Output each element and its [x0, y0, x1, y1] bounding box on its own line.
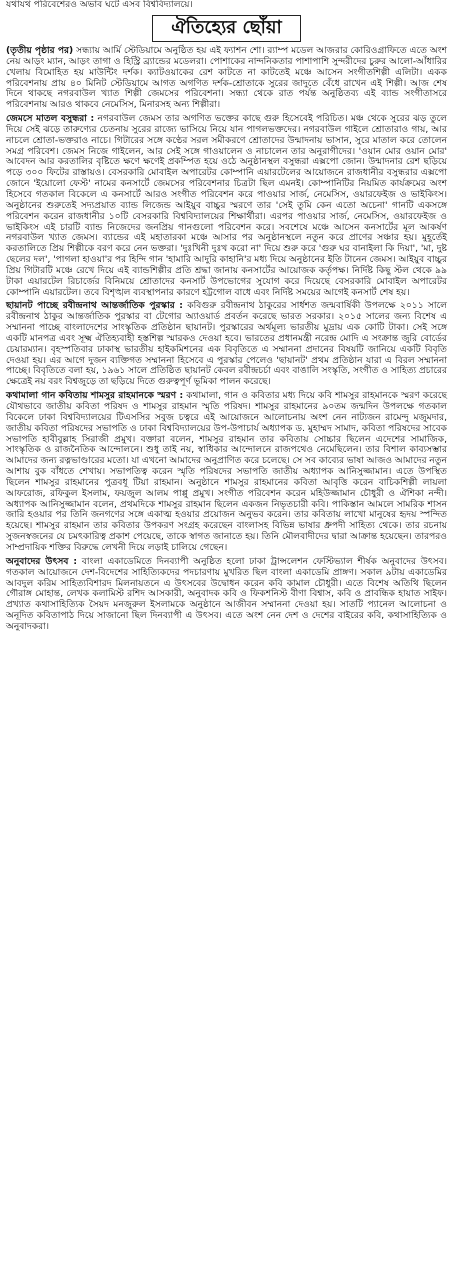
headline-row	[6, 15, 447, 42]
paragraph-shamsur-rahman	[6, 391, 447, 554]
paragraph-chhayanaut-award	[6, 301, 447, 388]
paragraph-fashion-show	[6, 46, 447, 111]
article-title: ঐতিহ্যের ছোঁয়া	[152, 15, 300, 42]
paragraph-text: সন্ধ্যায় আর্মি স্টেডিয়ামে অনুষ্ঠিত হয় এই ফ্যাশন শো। র‌্যাম্প মডেল আজরার কোরিওগ্রাফিতে এতে অংশ নেয় আড়ং ম্যান, আড়ং তাগা ও হিস্ট্রি ব্র্যান্ডের মডেলরা। পোশাকের নান্দনিকতার পাশাপাশি সুন্দরীদের চুরুর আলো-আঁধারির খেলায় বিমোহিত হয় মাউন্টিং দর্শক। ক্যাটওয়াকের রেশ কাটতে না কাটতেই মঞ্চে আসেন সংগীতশিল্পী এলিটা। একক পরিবেশনায় প্রায় ৪০ মিনিট স্টেডিয়ামে আগত অগণিত দর্শক-শ্রোতাকে সুরের জাদুতে বেঁধে রাখেন এই শিল্পী। আজ শেষ দিনে থাকছে নগরবাউল খ্যাত শিল্পী জেমসের পরিবেশনা। সন্ধ্যা থেকে রাত পর্যন্ত অনুষ্ঠিতব্য এই ব্যান্ড সংগীতাসরে পরিবেশনায় আরও থাকবে নেমেসিস, মিনারসহ অন্য শিল্পীরা।	[6, 46, 448, 111]
section-heading: কথামালা গান কবিতায় শামসুর রাহমানকে স্মরণ :	[6, 391, 184, 402]
paragraph-text: কথামালা, গান ও কবিতার মধ্য দিয়ে কবি শামসুর রাহমানকে স্মরণ করেছে যৌথভাবে জাতীয় কবিতা পরিষদ ও শামসুর রাহমান স্মৃতি পরিষদ। শামসুর রাহমানের ৯০তম জন্মদিন উপলক্ষে গতকাল বিকেলে ঢাকা বিশ্ববিদ্যালয়ের টিএসসির সবুজ চত্বরে এই আয়োজনে আলোচনায় অংশ নেন নাট্যজন রামেন্দু মজুমদার, জাতীয় কবিতা পরিষদের সভাপতি ও ঢাকা বিশ্ববিদ্যালয়ের উপ-উপাচার্য অধ্যাপক ড. মুহাম্মদ সামাদ, কবিতা পরিষদের সাবেক সভাপতি হাবীবুল্লাহ সিরাজী প্রমুখ। বক্তারা বলেন, শামসুর রাহমান তার কবিতায় সোচ্চার ছিলেন এদেশের সামাজিক, সাংস্কৃতিক ও রাজনৈতিক আন্দোলনে। শুধু তাই নয়, স্বাধিকার আন্দোলনে রাজপথেও নেমেছিলেন। তার বিশাল কাব্যসম্ভার আমাদের জন্য রত্নভাণ্ডারের মতো। যা এখনো আমাদের অনুপ্রাণিত করে চলেছে। সে সব কাব্যের ভাষা আজও আমাদের নতুন আশায় বুক বাঁধতে শেখায়। সভাপতিত্ব করেন স্মৃতি পরিষদের সভাপতি জাতীয় অধ্যাপক আনিসুজ্জামান। এতে উপস্থিত ছিলেন শামসুর রাহমানের পুত্রবধূ টিয়া রাহমান। অনুষ্ঠানে শামসুর রাহমানের কবিতা আবৃত্তি করেন বাচিকশিল্পী লায়লা আফরোজ, রফিকুল ইসলাম, ফয়জুল আলম পাপ্পু প্রমুখ। সংগীত পরিবেশন করেন মহিউজ্জামান চৌধুরী ও ঐশিকা নন্দী। অধ্যাপক আনিসুজ্জামান বলেন, প্রথমদিকে শামসুর রাহমান ছিলেন একজন নিভৃতচারী কবি। পাকিস্তান আমলে সামরিক শাসন জারি হওয়ার পর তিনি জনগণের সঙ্গে একাত্ম হওয়ার প্রয়োজন অনুভব করেন। তার কবিতায় লাখো মানুষের হৃদয় স্পন্দিত হয়েছে। শামসুর রাহমান তার কবিতার উপকরণ সংগ্রহ করেছেন বাংলাসহ বিভিন্ন ভাষার ধ্রুপদী সাহিত্য থেকে। তার রচনায় সুজনস্বজনের যে চমৎকারিত্ব প্রকাশ পেয়েছে, তাকে স্বাগত জানাতে হয়। তিনি মৌলবাদীদের দ্বারা আক্রান্ত হয়েছেন। তারপরও সাম্প্রদায়িক শক্তির বিরুদ্ধে লেখনী দিয়ে লড়াই চালিয়ে গেছেন।	[6, 391, 447, 553]
section-heading: জেমসে মাতল বসুন্ধরা :	[6, 114, 95, 125]
continued-text-line: যথাযথ পরিবেশেরও অভাব ঘটে এসব বিশ্ববিদ্যালয়ে।	[6, 0, 193, 10]
section-heading: অনুবাদের উৎসব :	[6, 556, 78, 567]
paragraph-text: কবিগুরু রবীন্দ্রনাথ ঠাকুরের সার্ধশত জন্মবার্ষিকী উপলক্ষে ২০১১ সালে রবীন্দ্রনাথ ঠাকুর আন্তর্জাতিক পুরস্কার বা টেগোর অ্যাওয়ার্ড প্রবর্তন করেছে ভারত সরকার। ২০১৫ সালের জন্য বিশেষ এ সম্মাননা পাচ্ছে বাংলাদেশের সাংস্কৃতিক প্রতিষ্ঠান ছায়ানট। পুরস্কারের অর্থমূল্য ভারতীয় মুদ্রায় এক কোটি টাকা। সেই সঙ্গে একটি মানপত্র এবং সূক্ষ্ম ঐতিহ্যবাহী হস্তশিল্প স্মারকও দেওয়া হবে। ভারতের প্রধানমন্ত্রী নরেন্দ্র মোদি এ সংক্রান্ত জুরি বোর্ডের চেয়ারম্যান। বৃহস্পতিবার ঢাকাস্থ ভারতীয় হাইকমিশনের এক বিবৃতিতে এ সম্মাননা প্রদানের বিষয়টি জানিয়ে একটি বিবৃতি দেওয়া হয়। এর আগে দুজন ব্যক্তিগত সম্মাননা হিসেবে এ পুরস্কার পেলেও 'ছায়ানট' প্রথম প্রতিষ্ঠান যারা এ বিরল সম্মাননা পাচ্ছে। বিবৃতিতে বলা হয়, ১৯৬১ সালে প্রতিষ্ঠিত ছায়ানট কেবল রবীন্দ্রচর্চা এবং বাঙালি সংস্কৃতি, সংগীত ও সাহিত্য প্রচারের ক্ষেত্রেই নয় বরং বিশ্বজুড়ে তা ছড়িয়ে দিতে গুরুত্বপূর্ণ ভূমিকা পালন করেছে।	[6, 301, 447, 388]
article-body	[6, 46, 447, 633]
paragraph-james-concert	[6, 114, 447, 298]
paragraph-text: নগরবাউল জেমস তার অগণিত ভক্তের কাছে গুরু হিসেবেই পরিচিত। মঞ্চ থেকে সুরের ঝড় তুলে দিয়ে সেই ঝড়ে তারুণ্যের চেতনায় সুরের রাজ্যে ভাসিয়ে নিয়ে যান পাগলভক্তদের। নগরবাউল গাইলে শ্রোতারাও গায়, আর নাচলে শ্রোতা-ভক্তরাও নাচে। গিটারের সঙ্গে কণ্ঠের সরল সমীকরণে শ্রোতাদের উন্মাদনায় ভাসান, সুরে মাতাল করে তোলেন সমগ্র পরিবেশ। জেমস নিজে গাইলেন, আর সেই সঙ্গে গাওয়ালেন ও নাচালেন তার অনুরাগীদের। 'ওয়ান মোর ওয়ান মোর' আবেদন আর করতালির বৃষ্টিতে ক্ষণে ক্ষণেই প্রকম্পিত হয়ে ওঠে অনুষ্ঠানস্থল বসুন্ধরা এক্সপো জোন। উন্মাদনার রেশ ছড়িয়ে পড়ে ৩০০ ফিটের রাস্তায়ও। বেসরকারি মোবাইল অপারেটর কোম্পানি এয়ারটেলের আয়োজনে রাজধানীর বসুন্ধরার এক্সপো জোনে 'ইয়োলো ফেস্ট' নামের কনসার্টে জেমসের পরিবেশনার চিত্রটা ছিল এমনই। কোম্পানিটির নিয়মিত কার্যক্রমের অংশ হিসেবে গতকাল বিকেলে এ কনসার্টে আরও সংগীত পরিবেশন করে পাওয়ার সার্জ, নেমেসিস, ওয়ারফেইজ ও ভাইকিংস। অনুষ্ঠানের শুরুতেই সদ্যপ্রয়াত ব্যান্ড লিজেন্ড আইয়ুব বাচ্চুর স্মরণে তার 'সেই তুমি কেন এতো অচেনা' গানটি একসঙ্গে পরিবেশন করেন রাজধানীর ১০টি বেসরকারি বিশ্ববিদ্যালয়ের শিক্ষার্থীরা। এরপর পাওয়ার সার্জ, নেমেসিস, ওয়ারফেইজ ও ভাইকিংস এই চারটি ব্যান্ড নিজেদের জনপ্রিয় গানগুলো পরিবেশন করে। সবশেষে মঞ্চে আসেন কনসার্টের মূল আকর্ষণ নগরবাউল খ্যাত জেমস। ব্যান্ডের এই মহাতারকা মঞ্চে আসার পর অনুষ্ঠানস্থলে নতুন করে প্রাণের সঞ্চার হয়। মুহূর্তেই করতালিতে প্রিয় শিল্পীকে বরণ করে নেন ভক্তরা। 'দুঃখিনী দুঃখ করো না' দিয়ে শুরু করে 'গুরু ঘর বানাইলা কি দিয়া', 'মা, দুষ্ট ছেলের দল', 'পাগলা হাওয়া'র পর হিন্দি গান 'হামারি আদুরি কাহানি'র মধ্য দিয়ে অনুষ্ঠানের ইতি টানেন জেমস। আইয়ুব বাচ্চুর প্রিয় গিটারটি মঞ্চে রেখে দিয়ে এই ব্যান্ডশিল্পীর প্রতি শ্রদ্ধা জানায় কনসার্টের আয়োজক কর্তৃপক্ষ। নির্দিষ্ট কিছু স্টল থেকে ৯৯ টাকা এয়ারটেল রিচার্জের বিনিময়ে শ্রোতাদের কনসার্ট উপভোগের সুযোগ করে দিয়েছে বেসরকারি মোবাইল অপারেটর কোম্পানি এয়ারটেল। তবে বিশৃঙ্খল ব্যবস্থাপনার কারণে হট্টগোল বাধে এবং নির্দিষ্ট সময়ের আগেই কনসার্ট শেষ হয়।	[6, 114, 448, 298]
section-heading: ছায়ানট পাচ্ছে রবীন্দ্রনাথ আন্তর্জাতিক পুরস্কার :	[6, 301, 183, 312]
paragraph-lead: (তৃতীয় পৃষ্ঠার পর)	[6, 46, 74, 56]
paragraph-text: বাংলা একাডেমিতে দিনব্যাপী অনুষ্ঠিত হলো ঢাকা ট্রান্সলেশন ফেস্টিভ্যাল শীর্ষক অনুবাদের উৎসব। গতকাল আয়োজনে দেশ-বিদেশের সাহিত্যিকদের পদচারণায় মুখরিত ছিল বাংলা একাডেমি প্রাঙ্গণ। সকাল ৯টায় একাডেমির আবদুল করিম সাহিত্যবিশারদ মিলনায়তনে এ উৎসবের উদ্বোধন করেন কবি কামাল চৌধুরী। এতে বিশেষ অতিথি ছিলেন গৌরাঙ্গ মোহান্ত, লেখক কলামিস্ট রশিদ আসকারী, অনুবাদক কবি ও ফিকশনিস্ট বীণা বিশ্বাস, কবি ও প্রাবন্ধিক হায়াত সাইফ। প্রখ্যাত কথাসাহিত্যিক সৈয়দ মনজুরুল ইসলামকে অনুষ্ঠানে আজীবন সম্মাননা দেওয়া হয়। সাতটি প্যানেল আলোচনা ও অনূদিত কবিতাপাঠ দিয়ে সাজানো ছিল দিনব্যাপী এ উৎসব। এতে অংশ নেন দেশ ও দেশের বাইরের কবি, কথাসাহিত্যিক ও অনুবাদকরা।	[6, 556, 447, 632]
paragraph-translation-festival	[6, 557, 447, 633]
